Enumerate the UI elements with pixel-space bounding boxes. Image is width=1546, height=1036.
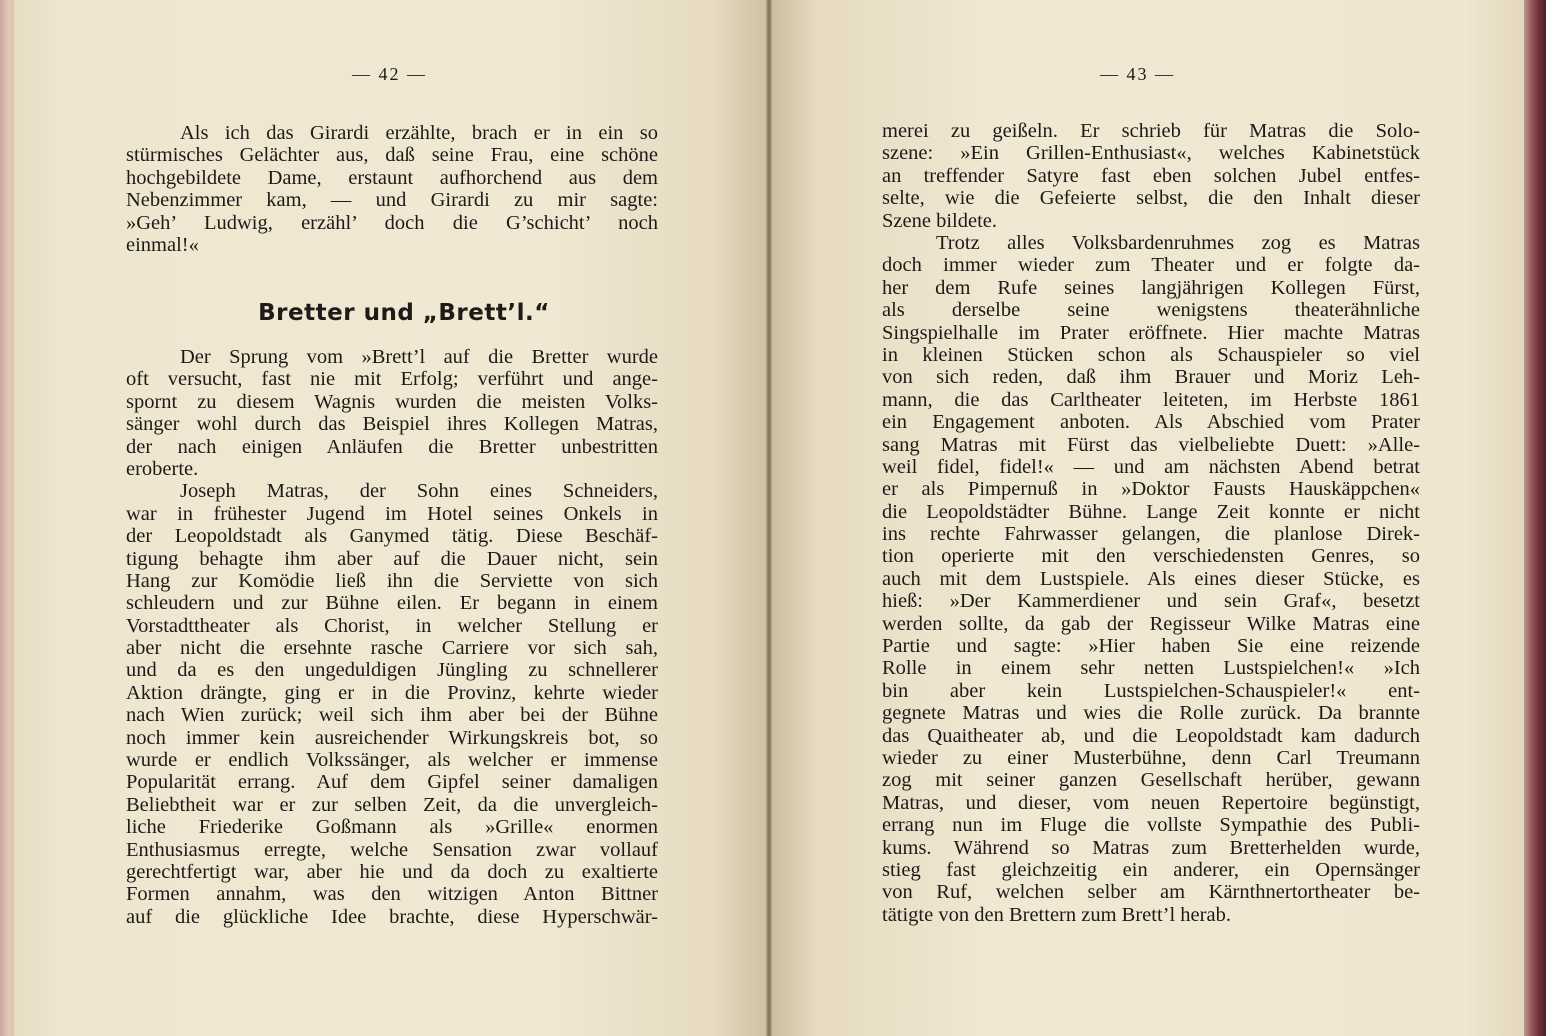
text-line: werden sollte, da gab der Regisseur Wilke Matras eine <box>882 612 1420 635</box>
right-paragraph-1 <box>882 120 1420 232</box>
text-line: hieß: »Der Kammerdiener und sein Graf«, besetzt <box>882 590 1420 613</box>
text-line: ins rechte Fahrwasser gelangen, die planlose Direk- <box>882 523 1420 546</box>
text-line: Singspielhalle im Prater eröffnete. Hier machte Matras <box>882 321 1420 344</box>
page-number-right: — 43 — <box>1100 64 1175 84</box>
text-line: tigung behagte ihm aber auf die Dauer nicht, sein <box>126 547 658 570</box>
text-line: zog mit seiner ganzen Gesellschaft herüber, gewann <box>882 769 1420 792</box>
text-line: liche Friederike Goßmann als »Grille« enormen <box>126 816 658 839</box>
text-line: der nach einigen Anläufen die Bretter unbestritten <box>126 435 658 458</box>
text-line: in kleinen Stücken schon als Schauspieler so viel <box>882 343 1420 366</box>
text-line: gerechtfertigt war, aber hie und da doch zu exaltierte <box>126 860 658 883</box>
text-line: auch mit dem Lustspiele. Als eines dieser Stücke, es <box>882 567 1420 590</box>
page-number-left: — 42 — <box>352 64 427 84</box>
left-page-edge <box>0 0 14 1036</box>
text-line: Matras, und dieser, vom neuen Repertoire begünstigt, <box>882 791 1420 814</box>
text-line: aber nicht die ersehnte rasche Carriere vor sich sah, <box>126 637 658 660</box>
text-line: ein Engagement anboten. Als Abschied vom Prater <box>882 411 1420 434</box>
text-line: Enthusiasmus erregte, welche Sensation zwar vollauf <box>126 838 658 861</box>
text-line: Hang zur Komödie ließ ihn die Serviette von sich <box>126 569 658 592</box>
text-line: nach Wien zurück; weil sich ihm aber bei der Bühne <box>126 704 658 727</box>
right-page <box>772 0 1524 1036</box>
text-line: von Ruf, welchen selber am Kärnthnertortheater be- <box>882 881 1420 904</box>
text-line: hochgebildete Dame, erstaunt aufhorchend aus dem <box>126 166 658 189</box>
text-line: Der Sprung vom »Brett’l auf die Bretter wurde <box>180 346 658 368</box>
book-cover-edge <box>1524 0 1546 1036</box>
text-line: Rolle in einem sehr netten Lustspielchen!« »Ich <box>882 657 1420 680</box>
text-line: sänger wohl durch das Beispiel ihres Kollegen Matras, <box>126 413 658 436</box>
text-line: Partie und sagte: »Hier haben Sie eine reizende <box>882 635 1420 658</box>
text-line: tätigte von den Brettern zum Brett’l herab. <box>882 903 1231 926</box>
right-paragraph-2 <box>882 232 1420 926</box>
text-line: eroberte. <box>126 457 199 480</box>
text-line: die Leopoldstädter Bühne. Lange Zeit konnte er nicht <box>882 500 1420 523</box>
text-line: auf die glückliche Idee brachte, diese Hyperschwär- <box>126 905 658 928</box>
text-line: das Quaitheater ab, und die Leopoldstadt kam dadurch <box>882 724 1420 747</box>
text-line: Trotz alles Volksbardenruhmes zog es Matras <box>936 232 1420 254</box>
text-line: spornt zu diesem Wagnis wurden die meisten Volks- <box>126 390 658 413</box>
left-page <box>14 0 766 1036</box>
left-paragraph-1 <box>126 122 658 256</box>
text-line: Joseph Matras, der Sohn eines Schneiders, <box>180 480 658 503</box>
text-line: an treffender Satyre fast eben solchen Jubel entfes- <box>882 164 1420 187</box>
text-line: sang Matras mit Fürst das vielbeliebte Duett: »Alle- <box>882 433 1420 456</box>
text-line: mann, die das Carltheater leiteten, im Herbste 1861 <box>882 388 1420 411</box>
text-line: Formen annahm, was den witzigen Anton Bittner <box>126 883 658 906</box>
text-line: Vorstadttheater als Chorist, in welcher Stellung er <box>126 614 658 637</box>
text-line: von sich reden, daß ihm Brauer und Moriz Leh- <box>882 366 1420 389</box>
text-line: doch immer wieder zum Theater und er folgte da- <box>882 254 1420 277</box>
text-line: bin aber kein Lustspielchen-Schauspieler!« ent- <box>882 679 1420 702</box>
text-line: der Leopoldstadt als Ganymed tätig. Diese Beschäf- <box>126 525 658 548</box>
text-line: merei zu geißeln. Er schrieb für Matras die Solo- <box>882 120 1420 142</box>
text-line: als derselbe seine wenigstens theaterähnliche <box>882 299 1420 322</box>
text-line: Nebenzimmer kam, — und Girardi zu mir sagte: <box>126 189 658 212</box>
text-line: und da es den ungeduldigen Jüngling zu schnellerer <box>126 659 658 682</box>
text-line: gegnete Matras und wies die Rolle zurück. Da brannte <box>882 702 1420 725</box>
text-line: war in frühester Jugend im Hotel seines Onkels in <box>126 502 658 525</box>
text-line: Als ich das Girardi erzählte, brach er in ein so <box>180 122 658 144</box>
text-line: szene: »Ein Grillen-Enthusiast«, welches Kabinetstück <box>882 142 1420 165</box>
text-line: Aktion drängte, ging er in die Provinz, kehrte wieder <box>126 681 658 704</box>
text-line: »Geh’ Ludwig, erzähl’ doch die G’schicht’ noch <box>126 211 658 234</box>
text-line: selte, wie die Gefeierte selbst, die den Inhalt dieser <box>882 187 1420 210</box>
text-line: Szene bildete. <box>882 209 997 232</box>
text-line: errang nun im Fluge die vollste Sympathie des Publi- <box>882 814 1420 837</box>
text-line: Beliebtheit war er zur selben Zeit, da die unvergleich- <box>126 793 658 816</box>
text-line: wurde er endlich Volkssänger, als welcher er immense <box>126 749 658 772</box>
text-line: oft versucht, fast nie mit Erfolg; verführt und ange- <box>126 368 658 391</box>
text-line: Popularität errang. Auf dem Gipfel seiner damaligen <box>126 771 658 794</box>
left-paragraph-2 <box>126 346 658 928</box>
text-line: wieder zu einer Musterbühne, denn Carl Treumann <box>882 746 1420 769</box>
text-line: er als Pimpernuß in »Doktor Fausts Hauskäppchen« <box>882 478 1420 501</box>
text-line: weil fidel, fidel!« — und am nächsten Abend betrat <box>882 455 1420 478</box>
text-line: schleudern und zur Bühne eilen. Er begann in einem <box>126 592 658 615</box>
section-heading: Bretter und „Brett’l.“ <box>258 300 550 326</box>
text-line: einmal!« <box>126 233 199 256</box>
text-line: tion operierte mit den verschiedensten Genres, so <box>882 545 1420 568</box>
text-line: her dem Rufe seines langjährigen Kollegen Fürst, <box>882 276 1420 299</box>
text-line: noch immer kein ausreichender Wirkungskreis bot, so <box>126 726 658 749</box>
text-line: kums. Während so Matras zum Bretterhelden wurde, <box>882 836 1420 859</box>
text-line: stieg fast gleichzeitig ein anderer, ein Opernsänger <box>882 858 1420 881</box>
text-line: stürmisches Gelächter aus, daß seine Frau, eine schöne <box>126 144 658 167</box>
